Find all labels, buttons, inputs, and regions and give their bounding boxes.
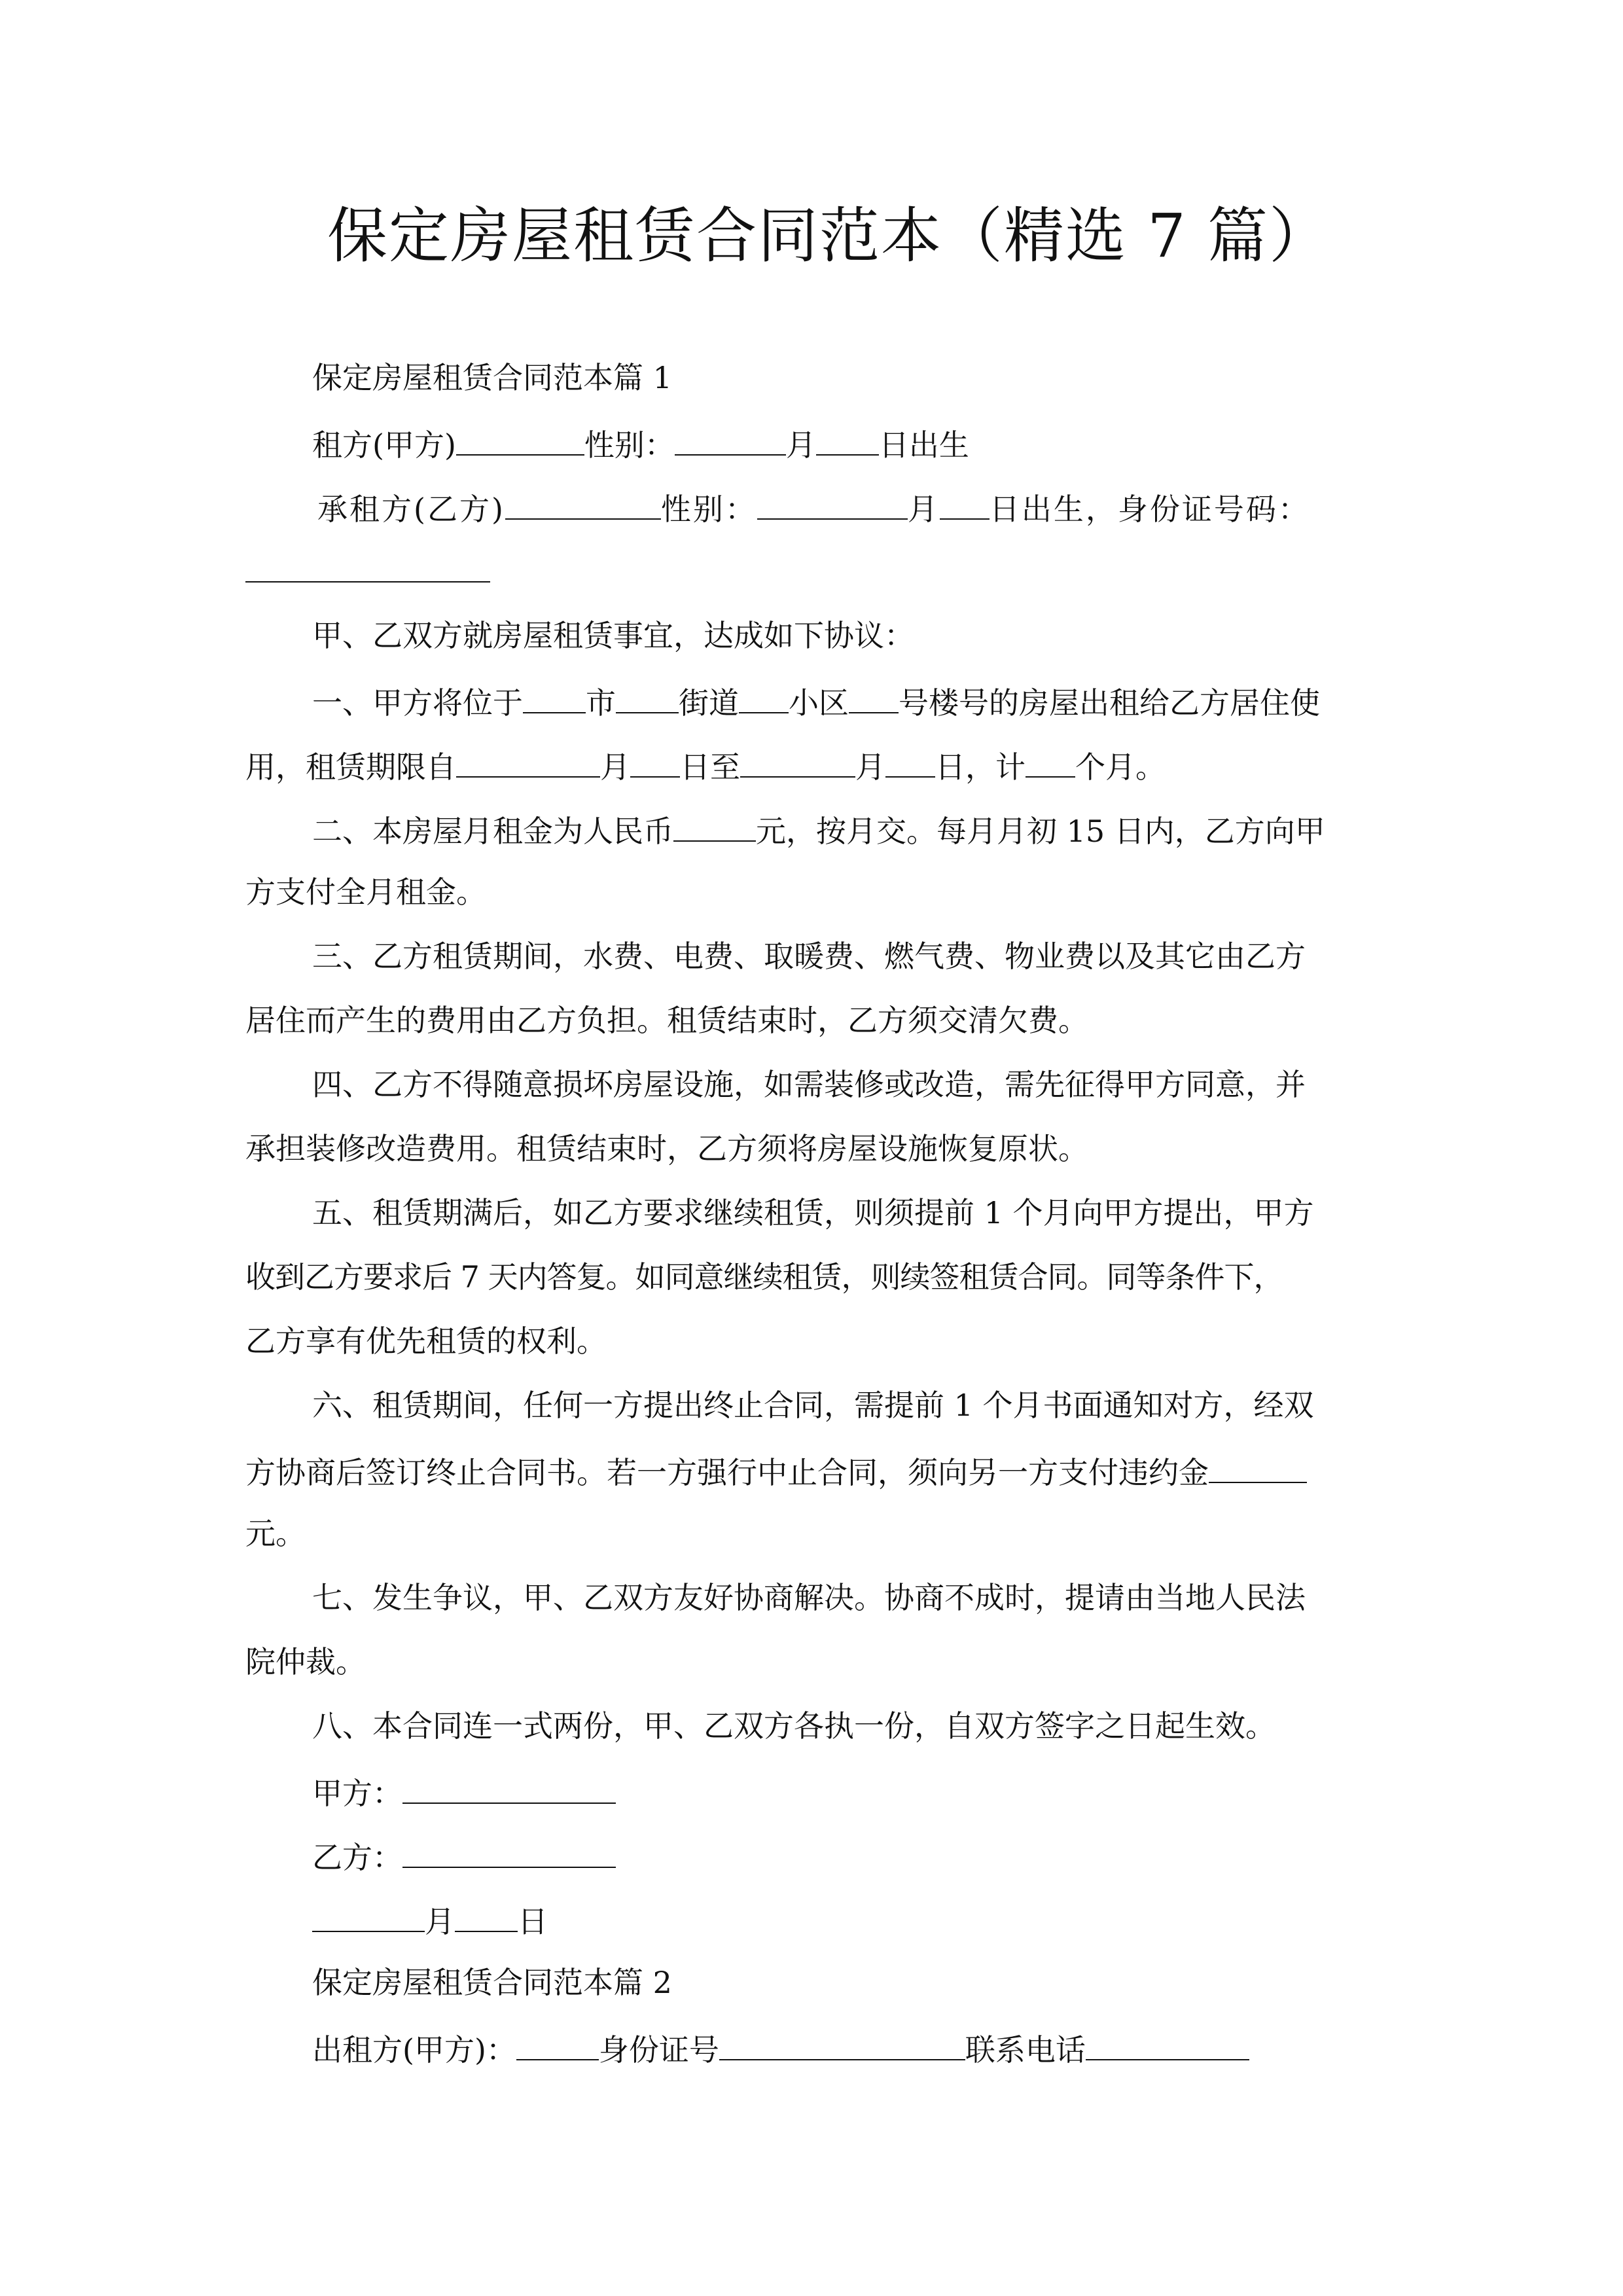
signing-month-blank [312,1897,425,1932]
party-a-label: 甲方： [312,1776,402,1811]
article-2-id-label: 身份证号 [598,2032,719,2068]
article-2-phone-blank [1086,2025,1249,2060]
lessor-name-blank [456,420,584,456]
clause-6-line-2 [245,1448,1307,1494]
total-months-label: 个月。 [1075,749,1166,785]
signing-month-label: 月 [425,1904,455,1939]
clause-1-line-2 [245,742,1166,789]
clause-2-line-2: 方支付全月租金。 [245,874,486,910]
clause-5-line-1: 五、租赁期满后，如乙方要求继续租赁，则须提前 1 个月向甲方提出，甲方 [312,1195,1314,1230]
lessor-gender-blank [675,420,786,456]
district-label: 小区 [789,685,849,721]
signing-date-line [312,1897,548,1943]
start-month-blank [456,742,600,778]
clause-1-text-rest: 号楼号的房屋出租给乙方居住使 [899,685,1320,721]
start-month-label: 月 [600,749,630,785]
end-month-label: 月 [855,749,885,785]
party-b-label: 乙方： [312,1840,402,1875]
start-day-blank [630,742,680,778]
lessor-line [312,420,969,467]
street-label: 街道 [679,685,739,721]
lessee-label: 承租方(乙方) [317,492,505,527]
party-b-signature-blank [402,1833,616,1868]
start-day-label: 日至 [680,749,740,785]
article-2-lessor-line [312,2025,1249,2072]
party-b-signature-line [312,1833,616,1879]
clause-1-line-1 [312,678,1320,725]
lessee-name-blank [505,484,661,520]
end-day-blank [885,742,935,778]
signing-day-blank [455,1897,518,1932]
lessee-line [317,484,1310,531]
lessor-month-label: 月 [785,427,816,463]
rent-label: 二、本房屋月租金为人民币 [312,814,673,849]
lessee-id-blank [245,581,490,583]
clause-8: 八、本合同连一式两份，甲、乙双方各执一份，自双方签字之日起生效。 [312,1708,1275,1744]
end-day-label: 日，计 [935,749,1026,785]
article-1-heading: 保定房屋租赁合同范本篇 1 [312,360,672,395]
clause-5-line-2: 收到乙方要求后 7 天内答复。如同意继续租赁，则续签租赁合同。同等条件下， [245,1259,1283,1295]
lessor-birth-label: 日出生 [878,427,969,463]
intro-paragraph: 甲、乙双方就房屋租赁事宜，达成如下协议： [312,618,914,653]
clause-7-line-1: 七、发生争议，甲、乙双方友好协商解决。协商不成时，提请由当地人民法 [312,1580,1306,1615]
article-2-lessor-label: 出租方(甲方)： [312,2032,516,2068]
district-blank [739,678,789,713]
clause-3-line-1: 三、乙方租赁期间，水费、电费、取暖费、燃气费、物业费以及其它由乙方 [312,939,1306,974]
lessor-label: 租方(甲方) [312,427,456,463]
clause-2-line-1 [312,806,1325,853]
clause-4-line-2: 承担装修改造费用。租赁结束时，乙方须将房屋设施恢复原状。 [245,1131,1088,1166]
party-a-signature-blank [402,1768,616,1804]
clause-7-line-2: 院仲裁。 [245,1644,366,1679]
rent-amount-blank [673,806,756,842]
article-2-lessor-blank [516,2025,599,2060]
article-2-heading: 保定房屋租赁合同范本篇 2 [312,1965,672,2000]
lessee-gender-label: 性别： [660,492,757,527]
clause-5-line-3: 乙方享有优先租赁的权利。 [245,1323,607,1359]
penalty-amount-blank [1209,1448,1307,1483]
end-month-blank [740,742,855,778]
clause-1-text: 一、甲方将位于 [312,685,523,721]
lessee-day-blank [940,484,990,520]
signing-day-label: 日 [518,1904,548,1939]
street-blank [616,678,679,713]
lease-term-label: 用，租赁期限自 [245,749,456,785]
lessor-gender-label: 性别： [584,427,675,463]
lessee-gender-blank [757,484,908,520]
article-2-id-blank [719,2025,965,2060]
party-a-signature-line [312,1768,616,1815]
rent-terms: 元，按月交。每月月初 15 日内，乙方向甲 [756,814,1325,849]
document-title: 保定房屋租赁合同范本（精选 7 篇） [327,201,1331,271]
article-2-phone-label: 联系电话 [965,2032,1086,2068]
clause-6-line-1: 六、租赁期间，任何一方提出终止合同，需提前 1 个月书面通知对方，经双 [312,1388,1314,1423]
penalty-label: 方协商后签订终止合同书。若一方强行中止合同，须向另一方支付违约金 [245,1455,1209,1490]
building-blank [849,678,899,713]
lessee-birth-label: 日出生，身份证号码： [989,492,1310,527]
city-label: 市 [586,685,616,721]
clause-6-line-3: 元。 [245,1516,306,1551]
clause-4-line-1: 四、乙方不得随意损坏房屋设施，如需装修或改造，需先征得甲方同意，并 [312,1067,1306,1102]
lessor-day-blank [816,420,879,456]
total-months-blank [1026,742,1075,778]
clause-3-line-2: 居住而产生的费用由乙方负担。租赁结束时，乙方须交清欠费。 [245,1003,1088,1038]
city-blank [523,678,586,713]
lessee-month-label: 月 [907,492,940,527]
